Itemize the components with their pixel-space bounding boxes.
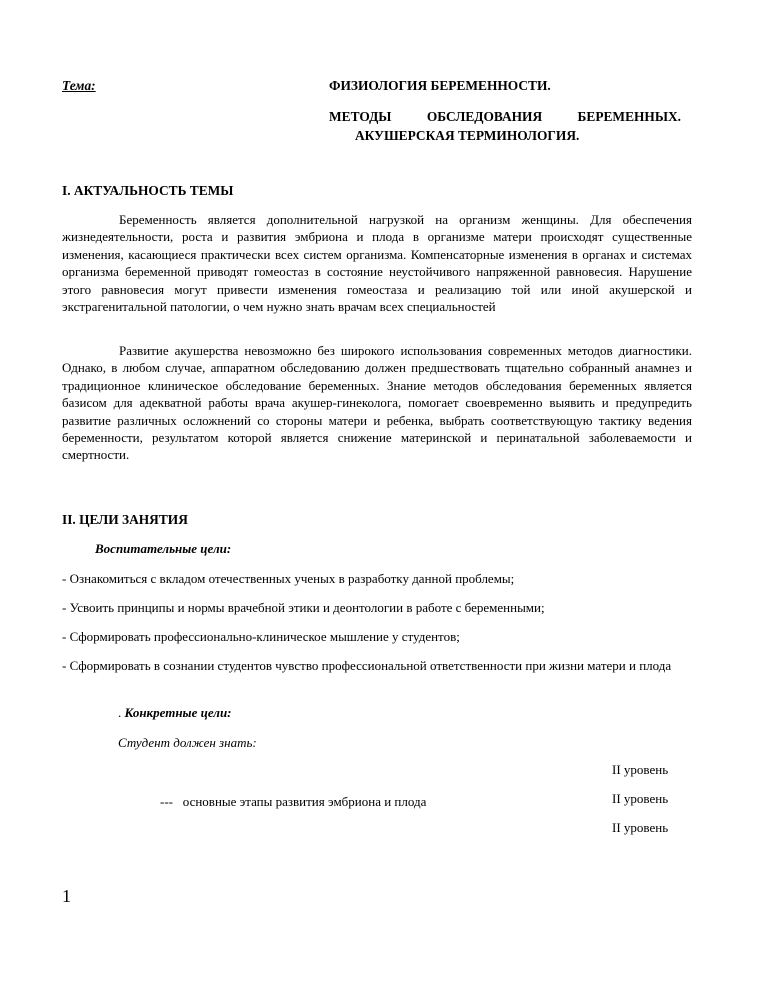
topic-label: Тема: bbox=[62, 78, 96, 93]
paragraph: Беременность является дополнительной нагрузкой на организм женщины. Для обеспечения жизнедеятельности, роста и развития эмбриона и плода в организме матери происходят существенные изменения, касающиеся практически всех систем организма. Компенсаторные изменения в органах и системах организма беременной приводят гомеостаз в состояние неустойчивого напряженной равновесия. Нарушение этого равновесия могут привести изменения гомеостаза и реализацию той или иной акушерской и экстрагенитальной патологии, о чем нужно знать врачам всех специальностей bbox=[62, 212, 692, 315]
paragraph: Развитие акушерства невозможно без широкого использования современных методов диагностики. Однако, в любом случае, аппаратном обследованию должен предшествовать тщательно собранный анамнез и традиционное клиническое обследование беременных. Знание методов обследования беременных является базисом для адекватной работы врача акушер-гинеколога, помогает своевременно выявить и предупредить развитие различных осложнений со стороны матери и ребенка, выбрать соответствующую тактику ведения беременности, результатом которой является снижение материнской и перинатальной заболеваемости и смертности. bbox=[62, 343, 692, 463]
knowledge-item-dash: --- bbox=[160, 794, 173, 809]
section-heading-goals: II. ЦЕЛИ ЗАНЯТИЯ bbox=[62, 512, 188, 527]
knowledge-item-text: основные этапы развития эмбриона и плода bbox=[182, 794, 427, 809]
goal-item: - Ознакомиться с вкладом отечественных ученых в разработку данной проблемы; bbox=[62, 571, 515, 586]
goal-item: - Сформировать в сознании студентов чувство профессиональной ответственности при жизни матери и плода bbox=[62, 658, 672, 673]
page-number: 1 bbox=[62, 886, 71, 906]
level-label: II уровень bbox=[612, 791, 669, 806]
specific-goals-prefix: . bbox=[118, 705, 125, 720]
educational-goals-label: Воспитательные цели: bbox=[95, 541, 232, 556]
document-title: ФИЗИОЛОГИЯ БЕРЕМЕННОСТИ. bbox=[329, 78, 551, 93]
goal-item: - Усвоить принципы и нормы врачебной этики и деонтологии в работе с беременными; bbox=[62, 600, 545, 615]
subtitle-word: ОБСЛЕДОВАНИЯ bbox=[426, 109, 543, 124]
goal-item: - Сформировать профессионально-клиническое мышление у студентов; bbox=[62, 629, 460, 644]
specific-goals-label: Конкретные цели: bbox=[124, 705, 232, 720]
document-subtitle bbox=[329, 107, 681, 145]
knowledge-item bbox=[160, 794, 426, 810]
specific-goals-line bbox=[118, 705, 232, 721]
subtitle-word: БЕРЕМЕННЫХ. bbox=[577, 109, 681, 124]
student-must-know-label: Студент должен знать: bbox=[118, 735, 257, 750]
subtitle-word: МЕТОДЫ bbox=[329, 109, 392, 124]
subtitle-line: АКУШЕРСКАЯ ТЕРМИНОЛОГИЯ. bbox=[355, 128, 580, 143]
level-label: II уровень bbox=[612, 820, 669, 835]
level-label: II уровень bbox=[612, 762, 669, 777]
section-heading-relevance: I. АКТУАЛЬНОСТЬ ТЕМЫ bbox=[62, 183, 234, 198]
